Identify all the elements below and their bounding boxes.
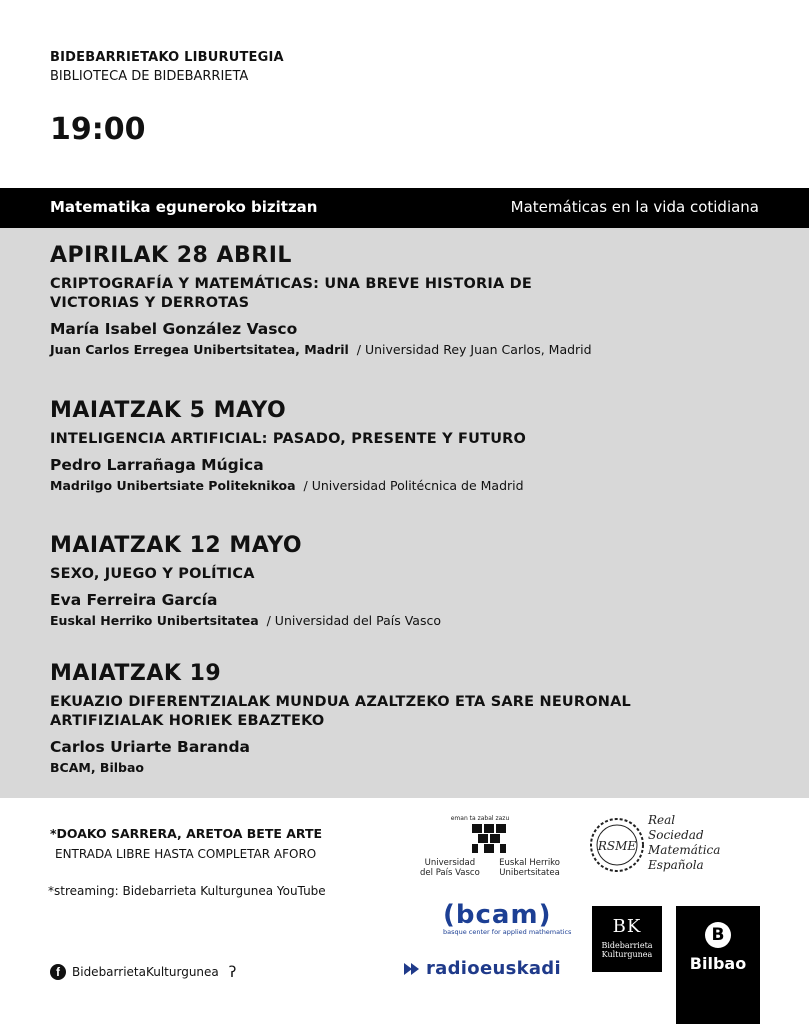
speaker-name: Eva Ferreira García (50, 591, 218, 609)
speaker-name: Carlos Uriarte Baranda (50, 738, 250, 756)
series-title-band (0, 188, 809, 228)
talk-title: CRIPTOGRAFÍA Y MATEMÁTICAS: UNA BREVE HISTORIA DE VICTORIAS Y DERROTAS (50, 276, 532, 311)
streaming-note: *streaming: Bidebarrieta Kulturgunea YouTube (48, 884, 326, 898)
talk-title: INTELIGENCIA ARTIFICIAL: PASADO, PRESENTE Y FUTURO (50, 431, 527, 447)
bcam-tagline: basque center for applied mathematics (443, 928, 572, 936)
program-panel (0, 228, 809, 798)
event-item (50, 243, 770, 359)
event-item (50, 533, 770, 630)
upv-motto: eman ta zabal zazu (450, 815, 510, 822)
venue-name-es: BIBLIOTECA DE BIDEBARRIETA (50, 69, 249, 84)
rsme-name: Real Sociedad Matemática Española (648, 813, 721, 872)
bcam-logo (443, 900, 571, 936)
social-link[interactable] (50, 963, 236, 981)
event-item (50, 398, 770, 495)
radio-euskadi-logo: radioeuskadi (402, 958, 561, 979)
speaker-affiliation: Juan Carlos Erregea Unibertsitatea, Madril / Universidad Rey Juan Carlos, Madrid (50, 342, 592, 357)
bcam-wordmark: (bcam) (443, 900, 552, 930)
social-handle: BidebarrietaKulturgunea (72, 965, 219, 979)
upv-name-es: Universidad del País Vasco (420, 858, 480, 878)
talk-title: SEXO, JUEGO Y POLÍTICA (50, 566, 255, 582)
speaker-name: Pedro Larrañaga Múgica (50, 456, 264, 474)
series-title-eu: Matematika eguneroko bizitzan (50, 198, 318, 216)
svg-text:RSME: RSME (597, 839, 637, 853)
bidebarrieta-kulturgunea-logo: BK Bidebarrieta Kulturgunea (592, 906, 662, 972)
series-title-es: Matemáticas en la vida cotidiana (510, 198, 759, 216)
event-date: MAIATZAK 12 MAYO (50, 533, 303, 558)
speaker-name: María Isabel González Vasco (50, 320, 298, 338)
event-date: APIRILAK 28 ABRIL (50, 243, 292, 268)
free-entry-es: ENTRADA LIBRE HASTA COMPLETAR AFORO (55, 847, 317, 861)
bilbao-mark-icon: B (705, 922, 731, 948)
event-item (50, 661, 770, 777)
bilbao-logo: B Bilbao (676, 906, 760, 1024)
speaker-affiliation: Madrilgo Unibertsiate Politeknikoa / Universidad Politécnica de Madrid (50, 478, 524, 493)
rsme-logo (588, 810, 788, 886)
event-time: 19:00 (50, 112, 146, 147)
upv-name-eu: Euskal Herriko Unibertsitatea (499, 858, 560, 878)
event-date: MAIATZAK 19 (50, 661, 222, 686)
radio-waves-icon (402, 959, 422, 979)
upv-tree-icon (420, 824, 560, 854)
upv-ehu-logo (420, 814, 560, 884)
speaker-affiliation: BCAM, Bilbao (50, 760, 144, 775)
venue-name-eu: BIDEBARRIETAKO LIBURUTEGIA (50, 50, 284, 65)
hearing-loop-icon: ʔ (228, 963, 237, 981)
event-date: MAIATZAK 5 MAYO (50, 398, 287, 423)
speaker-affiliation: Euskal Herriko Unibertsitatea / Universidad del País Vasco (50, 613, 441, 628)
talk-title: EKUAZIO DIFERENTZIALAK MUNDUA AZALTZEKO ETA SARE NEURONAL ARTIFIZIALAK HORIEK EBAZTEKO (50, 694, 631, 729)
free-entry-eu: *DOAKO SARRERA, ARETOA BETE ARTE (50, 826, 323, 841)
rsme-seal-icon (588, 810, 646, 880)
facebook-icon: f (50, 964, 66, 980)
